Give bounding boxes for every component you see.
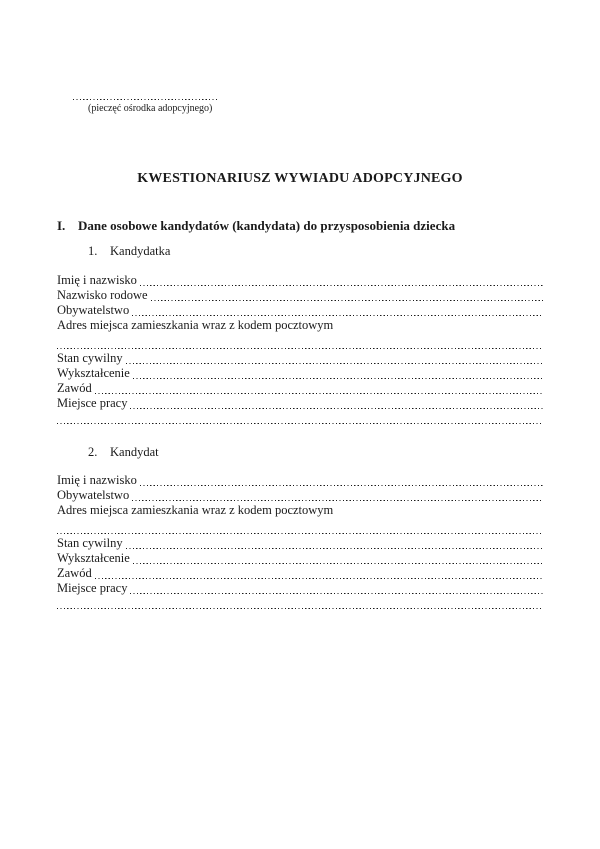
field-label: Imię i nazwisko	[57, 273, 137, 287]
subsection-kandydat	[57, 445, 543, 610]
dotted-answer-line	[130, 581, 543, 595]
dotted-answer-line	[132, 303, 543, 317]
subsection-title: Kandydatka	[110, 244, 171, 258]
subsection-fields	[57, 273, 543, 425]
subsection-heading	[88, 244, 543, 259]
subsection-number: 1.	[88, 244, 98, 258]
dotted-answer-line	[151, 288, 543, 302]
field-label: Obywatelstwo	[57, 303, 130, 317]
subsection-heading	[88, 445, 543, 460]
field-address-label: Adres miejsca zamieszkania wraz z kodem pocztowym	[57, 502, 334, 517]
field-full-name	[57, 473, 543, 488]
dotted-answer-line	[57, 411, 543, 425]
field-label: Wykształcenie	[57, 366, 130, 380]
dotted-answer-line	[57, 596, 543, 610]
field-education	[57, 366, 543, 381]
field-education	[57, 551, 543, 566]
subsection-number: 2.	[88, 444, 98, 459]
field-maiden-name	[57, 288, 543, 303]
section-title: Dane osobowe kandydatów (kandydata) do przysposobienia dziecka	[78, 218, 456, 233]
subsection-fields	[57, 473, 543, 610]
dotted-answer-line	[95, 566, 543, 580]
field-label: Miejsce pracy	[57, 396, 128, 410]
dotted-answer-line	[133, 366, 543, 380]
field-workplace	[57, 581, 543, 596]
field-label: Imię i nazwisko	[57, 472, 137, 487]
stamp-area	[73, 0, 234, 115]
field-label: Miejsce pracy	[57, 580, 128, 595]
field-marital-status	[57, 351, 543, 366]
field-label: Obywatelstwo	[57, 487, 130, 502]
dotted-answer-line	[95, 381, 543, 395]
dotted-answer-line	[132, 488, 543, 502]
stamp-dotted-line	[73, 95, 218, 100]
dotted-answer-line	[57, 336, 543, 350]
section-number: I.	[57, 218, 66, 233]
stamp-caption: (pieczęć ośrodka adopcyjnego)	[88, 103, 213, 114]
field-marital-status	[57, 536, 543, 551]
dotted-answer-line	[126, 536, 543, 550]
subsection-kandydatka	[57, 244, 543, 425]
dotted-answer-line	[133, 551, 543, 565]
field-occupation	[57, 566, 543, 581]
field-label: Nazwisko rodowe	[57, 288, 148, 302]
dotted-answer-line	[126, 351, 543, 365]
dotted-answer-line	[57, 521, 543, 535]
field-label: Stan cywilny	[57, 535, 123, 550]
field-label: Wykształcenie	[57, 550, 130, 565]
dotted-answer-line	[140, 473, 543, 487]
section-heading	[57, 218, 543, 234]
field-address-label: Adres miejsca zamieszkania wraz z kodem pocztowym	[57, 318, 334, 332]
field-workplace	[57, 396, 543, 411]
field-label: Stan cywilny	[57, 351, 123, 365]
field-citizenship	[57, 488, 543, 503]
document-title: KWESTIONARIUSZ WYWIADU ADOPCYJNEGO	[137, 171, 463, 186]
field-occupation	[57, 381, 543, 396]
dotted-answer-line	[140, 273, 543, 287]
subsection-title: Kandydat	[110, 444, 159, 459]
dotted-answer-line	[130, 396, 543, 410]
field-label: Zawód	[57, 381, 92, 395]
field-label: Zawód	[57, 565, 92, 580]
field-full-name	[57, 273, 543, 288]
field-citizenship	[57, 303, 543, 318]
